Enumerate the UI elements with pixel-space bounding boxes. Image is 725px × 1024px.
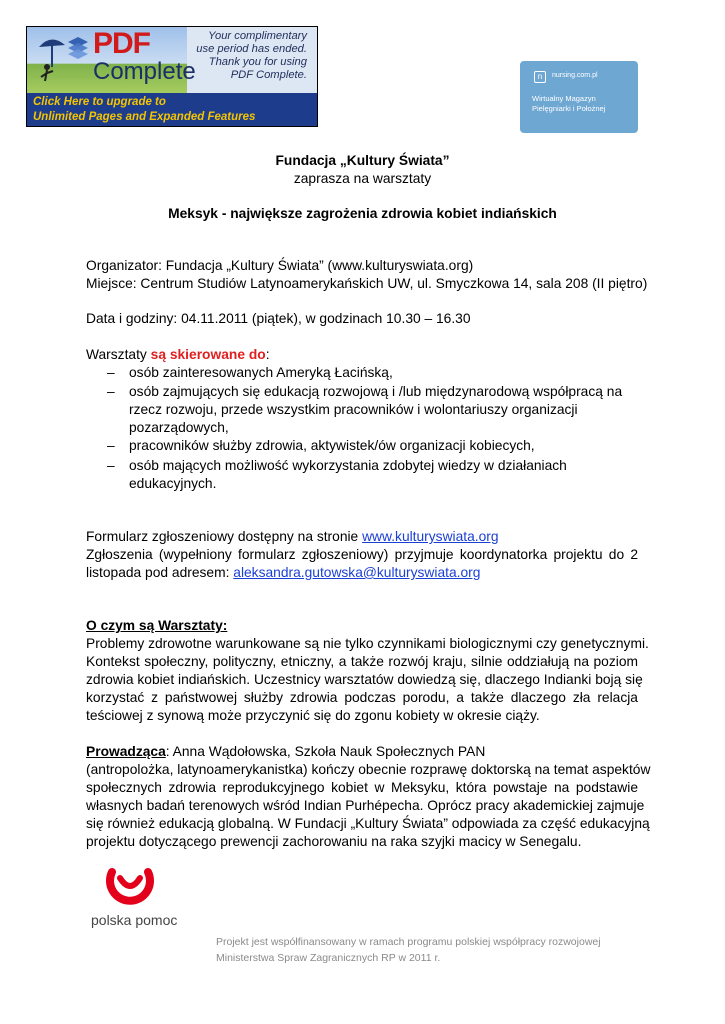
brand-pdf-text: PDF (93, 27, 150, 60)
invitation-text: zaprasza na warsztaty (293, 171, 432, 186)
audience-intro-emphasis: są skierowane do (150, 347, 266, 362)
audience-intro-colon: : (265, 347, 270, 362)
polska-pomoc-logo-text: polska pomoc (91, 912, 178, 928)
pdf-complete-banner[interactable] (26, 26, 318, 127)
about-heading: O czym są Warsztaty: (86, 618, 228, 633)
audience-item: pracowników służby zdrowia, aktywistek/ów organizacji kobiecych, (129, 438, 535, 453)
registration-address (86, 564, 480, 582)
about-paragraph-line: Kontekst społeczny, polityczny, etniczny, a także rozwój kraju, silnie oddziałują na poziom (86, 654, 638, 669)
host-bio-line: własnych badań terenowych wśród Indian Purhépecha. Oprócz pracy akademickiej zajmuje (86, 798, 645, 813)
form-info-text: Formularz zgłoszeniowy dostępny na stronie (86, 529, 363, 544)
place-line: Miejsce: Centrum Studiów Latynoamerykańskich UW, ul. Smyczkowa 14, sala 208 (II piętro) (86, 276, 648, 291)
host-bio-line: społecznych zdrowia reprodukcyjnego kobiet w Meksyku, która powstaje na podstawie (86, 780, 638, 795)
organization-name: Fundacja „Kultury Świata” (275, 153, 450, 168)
audience-item-continued: edukacyjnych. (129, 476, 217, 491)
audience-item-continued: pozarządowych, (129, 420, 229, 435)
audience-item: osób zainteresowanych Ameryką Łacińską, (129, 365, 393, 380)
banner-message-line: Your complimentary (208, 30, 307, 42)
email-link[interactable]: aleksandra.gutowska@kulturyswiata.org (233, 565, 481, 580)
footer-line: Ministerstwa Spraw Zagranicznych RP w 2011 r. (216, 952, 441, 964)
registration-text: Zgłoszenia (wypełniony formularz zgłoszeniowy) przyjmuje koordynatorka projektu do 2 (86, 547, 638, 562)
host-name: : Anna Wądołowska, Szkoła Nauk Społecznych PAN (165, 744, 486, 759)
website-link[interactable]: www.kulturyswiata.org (362, 529, 499, 544)
workshop-title: Meksyk - największe zagrożenia zdrowia kobiet indiańskich (168, 206, 557, 221)
about-paragraph-line: zdrowia kobiet indiańskich. Uczestnicy warsztatów dowiedzą się, dlaczego Indianki boją się (86, 672, 643, 687)
banner-message-line: use period has ended. (196, 43, 307, 55)
upgrade-link[interactable] (27, 93, 317, 127)
about-paragraph-line: Problemy zdrowotne warunkowane są nie tylko czynnikami biologicznymi czy genetycznymi. (86, 636, 649, 651)
polska-pomoc-logo-icon (102, 864, 158, 910)
form-info (86, 528, 499, 546)
nursing-tagline (532, 94, 605, 114)
audience-intro (86, 346, 270, 364)
date-line: Data i godziny: 04.11.2011 (piątek), w godzinach 10.30 – 16.30 (86, 311, 471, 326)
banner-message-line: Thank you for using (208, 56, 307, 68)
upgrade-link-line[interactable]: Click Here to upgrade to (33, 96, 166, 108)
registration-address-text: listopada pod adresem: (86, 565, 234, 580)
footer-line: Projekt jest współfinansowany w ramach programu polskiej współpracy rozwojowej (216, 936, 601, 948)
audience-item-continued: rzecz rozwoju, przede wszystkim pracowników i wolontariuszy organizacji (129, 402, 578, 417)
host-line (86, 743, 485, 761)
organizer-line: Organizator: Fundacja „Kultury Świata” (www.kulturyswiata.org) (86, 258, 474, 273)
audience-item: osób mających możliwość wykorzystania zdobytej wiedzy w działaniach (129, 458, 567, 473)
nursing-tagline-line: Pielęgniarki i Położnej (532, 104, 606, 113)
bullet-dash: – (107, 438, 115, 453)
banner-message (177, 30, 307, 82)
host-bio-line: projektu dotyczącego prewencji zachorowaniu na raka szyjki macicy w Senegalu. (86, 834, 582, 849)
host-bio-line: się również edukacją globalną. W Fundacji „Kultury Świata” odpowiada za część edukacyjną (86, 816, 650, 831)
host-label: Prowadząca (86, 744, 166, 759)
stacked-layers-icon (67, 35, 89, 59)
nursing-badge[interactable] (520, 61, 638, 133)
upgrade-link-line[interactable]: Unlimited Pages and Expanded Features (33, 111, 256, 123)
about-paragraph-line: teściowej z synową może przyczynić się do zgonu kobiety w okresie ciąży. (86, 708, 540, 723)
nursing-tagline-line: Wirtualny Magazyn (532, 94, 596, 103)
host-bio-line: (antropolożka, latynoamerykanistka) kończy obecnie rozprawę doktorską na temat aspektów (86, 762, 651, 777)
bullet-dash: – (107, 384, 115, 399)
nursing-site-label: nursing.com.pl (552, 72, 598, 79)
audience-item: osób zajmujących się edukacją rozwojową i /lub międzynarodową współpracą na (129, 384, 623, 399)
brand-complete-text: Complete (93, 58, 196, 85)
bullet-dash: – (107, 458, 115, 473)
bullet-dash: – (107, 365, 115, 380)
banner-message-line: PDF Complete. (230, 69, 307, 81)
nursing-logo-icon: n (534, 71, 546, 83)
audience-intro-text: Warsztaty (86, 347, 151, 362)
about-paragraph-line: korzystać z państwowej służby zdrowia podczas porodu, a także dlaczego zła relacja (86, 690, 638, 705)
